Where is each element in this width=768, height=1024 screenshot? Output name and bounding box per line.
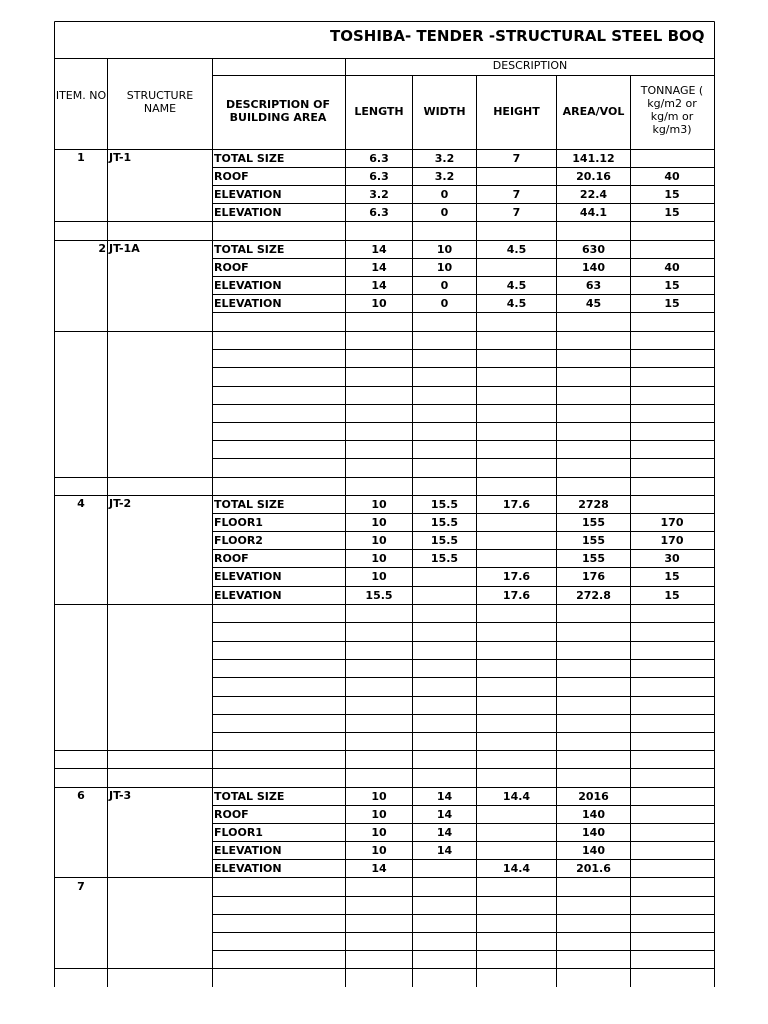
cell-length: 15.5 <box>365 589 393 602</box>
cell-area: 140 <box>582 844 605 857</box>
cell-width: 0 <box>440 279 449 292</box>
cell-height <box>477 261 556 275</box>
cell-desc: ELEVATION <box>214 862 282 875</box>
cell-width: 0 <box>440 188 449 201</box>
cell-width: 14 <box>436 844 453 857</box>
cell-height: 7 <box>512 206 521 219</box>
cell-tonnage: 170 <box>660 516 684 529</box>
cell-width: 0 <box>440 206 449 219</box>
cell-desc: TOTAL SIZE <box>214 243 285 256</box>
cell-width: 0 <box>440 297 449 310</box>
cell-length: 10 <box>371 516 387 529</box>
cell-area: 155 <box>582 552 605 565</box>
cell-desc: ELEVATION <box>214 188 282 201</box>
cell-tonnage: 15 <box>664 570 680 583</box>
cell-height: 4.5 <box>506 279 527 292</box>
cell-length: 14 <box>371 243 387 256</box>
cell-width: 14 <box>436 808 453 821</box>
cell-width: 14 <box>436 790 453 803</box>
cell-height: 4.5 <box>506 243 527 256</box>
cell-height <box>477 516 556 530</box>
cell-desc: FLOOR1 <box>214 826 263 839</box>
cell-tonnage: 40 <box>664 261 680 274</box>
cell-area: 45 <box>585 297 602 310</box>
cell-length: 6.3 <box>369 170 389 183</box>
cell-length: 10 <box>371 552 387 565</box>
cell-tonnage <box>631 790 713 804</box>
cell-height <box>477 534 556 548</box>
cell-width: 15.5 <box>430 534 459 547</box>
cell-desc: ELEVATION <box>214 279 282 292</box>
cell-desc: ROOF <box>214 170 249 183</box>
structure-name: JT-3 <box>109 789 132 802</box>
cell-width: 15.5 <box>430 516 459 529</box>
cell-desc: ELEVATION <box>214 297 282 310</box>
cell-length: 10 <box>371 534 387 547</box>
cell-width: 3.2 <box>434 170 455 183</box>
item-number: 2 <box>98 242 106 255</box>
item-no-header: ITEM. NO <box>55 89 107 102</box>
cell-desc: TOTAL SIZE <box>214 498 285 511</box>
item-number: 4 <box>77 497 85 510</box>
cell-desc: ELEVATION <box>214 206 282 219</box>
cell-length: 10 <box>371 498 387 511</box>
cell-tonnage: 30 <box>664 552 680 565</box>
cell-length: 10 <box>371 790 387 803</box>
cell-width: 15.5 <box>430 498 459 511</box>
cell-tonnage: 170 <box>660 534 684 547</box>
cell-area: 63 <box>585 279 602 292</box>
area-vol-header: AREA/VOL <box>562 105 625 118</box>
cell-tonnage: 40 <box>664 170 680 183</box>
cell-desc: FLOOR1 <box>214 516 263 529</box>
cell-area: 176 <box>582 570 605 583</box>
cell-desc: ELEVATION <box>214 589 282 602</box>
structure-name: JT-2 <box>109 497 132 510</box>
cell-length: 6.3 <box>369 206 389 219</box>
cell-width: 10 <box>436 243 453 256</box>
height-header: HEIGHT <box>493 105 540 118</box>
item-number: 1 <box>77 151 85 164</box>
item-number: 6 <box>77 789 85 802</box>
cell-height <box>477 826 556 840</box>
cell-length: 3.2 <box>369 188 389 201</box>
cell-width <box>413 589 476 603</box>
description-header: DESCRIPTION <box>492 59 568 72</box>
cell-desc: ROOF <box>214 261 249 274</box>
cell-length: 10 <box>371 826 387 839</box>
cell-length: 14 <box>371 279 387 292</box>
cell-tonnage <box>631 243 713 257</box>
cell-tonnage: 15 <box>664 206 680 219</box>
cell-tonnage <box>631 826 713 840</box>
cell-desc: FLOOR2 <box>214 534 263 547</box>
cell-area: 22.4 <box>579 188 608 201</box>
cell-width: 3.2 <box>434 152 455 165</box>
cell-tonnage: 15 <box>664 188 680 201</box>
structure-name: JT-1A <box>109 242 140 255</box>
cell-area: 630 <box>582 243 605 256</box>
cell-desc: ELEVATION <box>214 844 282 857</box>
cell-height <box>477 808 556 822</box>
cell-tonnage: 15 <box>664 297 680 310</box>
cell-height: 7 <box>512 188 521 201</box>
cell-width <box>413 570 476 584</box>
cell-height: 14.4 <box>502 862 531 875</box>
cell-height: 4.5 <box>506 297 527 310</box>
cell-desc: TOTAL SIZE <box>214 790 285 803</box>
cell-area: 2728 <box>578 498 609 511</box>
cell-area: 141.12 <box>572 152 615 165</box>
cell-width: 10 <box>436 261 453 274</box>
building-area-header: DESCRIPTION OF BUILDING AREA <box>225 98 331 124</box>
cell-length: 6.3 <box>369 152 389 165</box>
cell-area: 2016 <box>578 790 609 803</box>
cell-length: 10 <box>371 297 387 310</box>
cell-length: 10 <box>371 808 387 821</box>
cell-length: 10 <box>371 570 387 583</box>
cell-tonnage: 15 <box>664 589 680 602</box>
cell-tonnage <box>631 498 713 512</box>
cell-height <box>477 170 556 184</box>
cell-width: 15.5 <box>430 552 459 565</box>
cell-height <box>477 552 556 566</box>
cell-area: 140 <box>582 261 605 274</box>
cell-height: 17.6 <box>502 589 531 602</box>
cell-length: 14 <box>371 862 387 875</box>
cell-tonnage <box>631 862 713 876</box>
cell-area: 20.16 <box>576 170 611 183</box>
cell-height <box>477 844 556 858</box>
cell-area: 44.1 <box>579 206 608 219</box>
cell-height: 17.6 <box>502 570 531 583</box>
length-header: LENGTH <box>354 105 404 118</box>
cell-height: 7 <box>512 152 521 165</box>
cell-height: 14.4 <box>502 790 531 803</box>
item-number: 7 <box>77 880 85 893</box>
cell-area: 201.6 <box>576 862 611 875</box>
cell-tonnage <box>631 808 713 822</box>
cell-tonnage <box>631 152 713 166</box>
structure-name <box>109 880 209 894</box>
structure-name: JT-1 <box>109 151 132 164</box>
cell-desc: ELEVATION <box>214 570 282 583</box>
width-header: WIDTH <box>423 105 466 118</box>
cell-width: 14 <box>436 826 453 839</box>
cell-area: 140 <box>582 826 605 839</box>
cell-length: 10 <box>371 844 387 857</box>
cell-desc: ROOF <box>214 552 249 565</box>
cell-tonnage <box>631 844 713 858</box>
cell-desc: ROOF <box>214 808 249 821</box>
cell-area: 140 <box>582 808 605 821</box>
cell-height: 17.6 <box>502 498 531 511</box>
cell-tonnage: 15 <box>664 279 680 292</box>
cell-area: 272.8 <box>576 589 611 602</box>
cell-area: 155 <box>582 516 605 529</box>
tonnage-header: TONNAGE ( kg/m2 or kg/m or kg/m3) <box>640 84 704 136</box>
cell-area: 155 <box>582 534 605 547</box>
structure-name-header: STRUCTURE NAME <box>126 89 194 115</box>
cell-length: 14 <box>371 261 387 274</box>
page-title: TOSHIBA- TENDER -STRUCTURAL STEEL BOQ <box>330 27 705 45</box>
cell-desc: TOTAL SIZE <box>214 152 285 165</box>
cell-width <box>413 862 476 876</box>
